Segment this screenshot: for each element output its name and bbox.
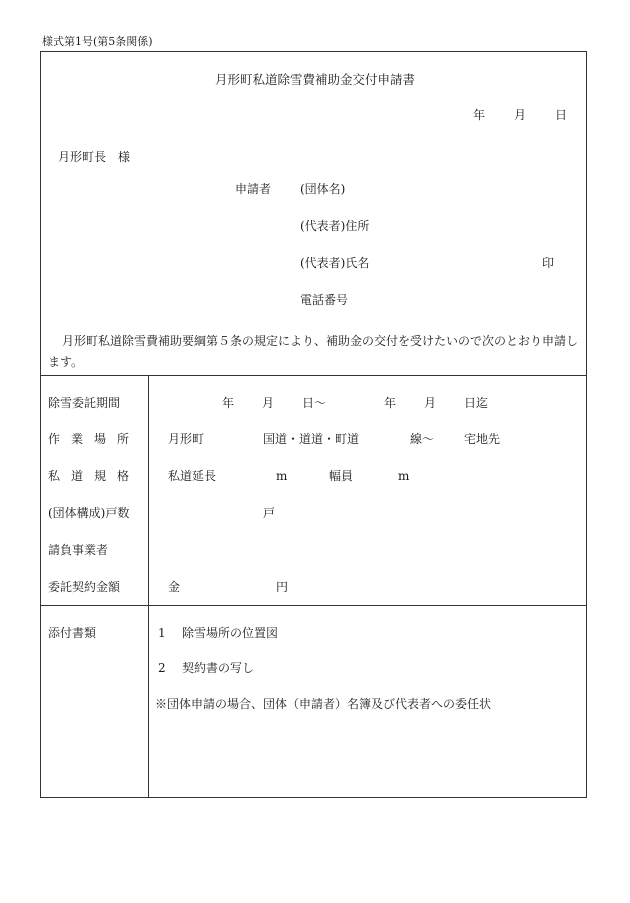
date-day: 日 — [555, 108, 568, 122]
contractor-label: 請負事業者 — [48, 543, 109, 557]
scale-length-unit: m — [276, 469, 288, 483]
date-month: 月 — [514, 108, 527, 122]
period-month2: 月 — [424, 396, 437, 410]
addressee: 月形町長 様 — [58, 150, 131, 164]
attachment-num-1: 1 — [158, 626, 166, 640]
location-town: 月形町 — [168, 432, 205, 446]
form-id: 様式第1号(第5条関係) — [42, 35, 153, 48]
period-year1: 年 — [222, 396, 235, 410]
divider-statement — [40, 375, 587, 376]
period-month1: 月 — [262, 396, 275, 410]
households-label: (団体構成)戸数 — [48, 506, 130, 520]
form-title: 月形町私道除雪費補助金交付申請書 — [214, 72, 415, 87]
households-unit: 戸 — [263, 506, 276, 520]
amount-label: 委託契約金額 — [48, 580, 121, 594]
phone-label: 電話番号 — [300, 293, 349, 307]
date-year: 年 — [473, 108, 486, 122]
location-road-types: 国道・道道・町道 — [263, 432, 360, 446]
applicant-label: 申請者 — [235, 182, 272, 196]
period-day2: 日迄 — [464, 396, 489, 410]
period-day1: 日～ — [302, 396, 327, 410]
scale-width-label: 幅員 — [329, 469, 354, 483]
application-statement: 月形町私道除雪費補助要綱第５条の規定により、補助金の交付を受けたいので次のとおり申請します。 — [48, 334, 579, 369]
group-name-label: (団体名) — [300, 182, 346, 196]
scale-length-label: 私道延長 — [168, 469, 217, 483]
amount-prefix: 金 — [168, 580, 181, 594]
attachments-label: 添付書類 — [48, 626, 97, 640]
attachment-num-2: 2 — [158, 661, 166, 675]
attachment-item-1: 除雪場所の位置図 — [182, 626, 279, 640]
location-label: 作業場所 — [48, 432, 141, 446]
period-year2: 年 — [384, 396, 397, 410]
divider-attachments — [40, 605, 587, 606]
location-line: 線～ — [410, 432, 435, 446]
attachment-note: ※団体申請の場合、団体（申請者）名簿及び代表者への委任状 — [155, 697, 492, 711]
attachment-item-2: 契約書の写し — [182, 661, 255, 675]
location-house: 宅地先 — [464, 432, 501, 446]
rep-address-label: (代表者)住所 — [300, 219, 370, 233]
scale-label: 私道規格 — [48, 469, 141, 483]
rep-name-label: (代表者)氏名 — [300, 256, 370, 270]
period-label: 除雪委託期間 — [48, 396, 121, 410]
seal-mark: 印 — [542, 256, 555, 270]
amount-unit: 円 — [276, 580, 289, 594]
scale-width-unit: m — [398, 469, 410, 483]
column-divider — [148, 375, 149, 798]
